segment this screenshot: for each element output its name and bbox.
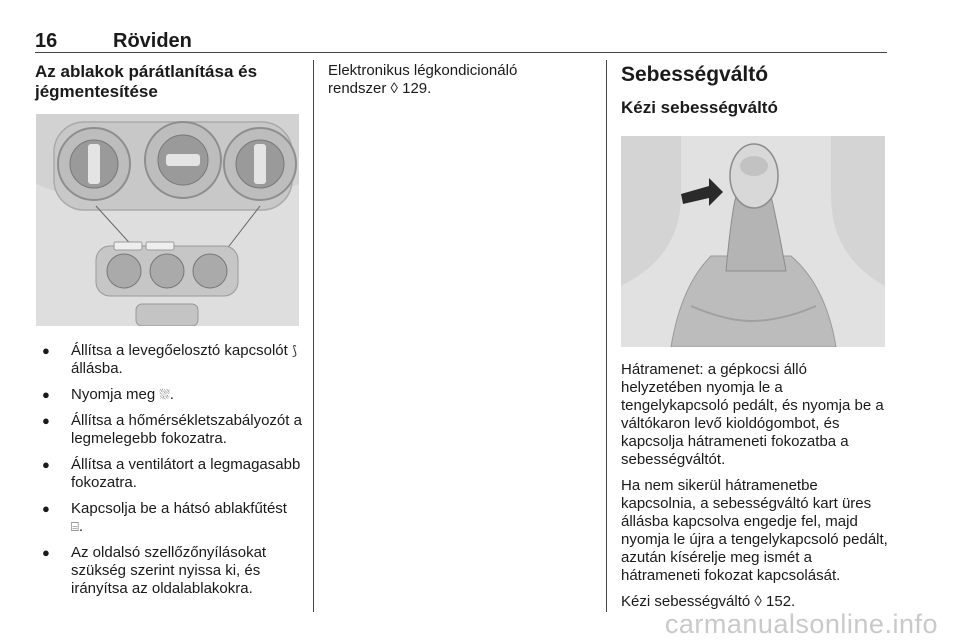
reverse-gear-paragraph: Hátramenet: a gépkocsi álló helyzetében nyomja le a tengelykapcsoló pedált, és nyomja be a váltókaron levő kioldógombot, és kapcsolja hátrameneti fokozatba a sebességváltót. <box>621 361 884 468</box>
list-item: ● Állítsa a ventilátort a legmagasabb fokozatra. <box>42 456 301 491</box>
defrost-steps <box>35 342 303 598</box>
ac-ref-page[interactable]: 129. <box>402 80 432 97</box>
list-item: ● Állítsa a hőmérsékletszabályozót a legmelegebb fokozatra. <box>42 412 302 447</box>
page-ref-arrow-icon: ◊ <box>390 80 398 97</box>
climate-control-illustration <box>36 114 299 326</box>
watermark: carmanualsonline.info <box>664 609 938 639</box>
column-divider-2 <box>606 60 607 612</box>
list-item: ● Kapcsolja be a hátsó ablakfűtést ⌸. <box>42 500 287 535</box>
right-column <box>621 62 889 611</box>
rear-window-heater-icon: ⌸ <box>71 519 79 534</box>
list-item: ● Az oldalsó szellőzőnyílásokat szükség szerint nyissa ki, és irányítsa az oldalablakokra. <box>42 544 267 597</box>
list-item: ● Állítsa a levegőelosztó kapcsolót ⟆ állásba. <box>42 342 298 377</box>
header-divider <box>35 52 887 53</box>
gearbox-reference: Kézi sebességváltó ◊ 152. <box>621 593 796 610</box>
left-column <box>35 62 303 606</box>
defrost-heading: Az ablakok párátlanítása és jégmentesítése <box>35 62 258 101</box>
windscreen-defrost-icon: ⛆ <box>159 387 170 402</box>
gear-lever-illustration <box>621 136 885 347</box>
defrost-airflow-icon: ⟆ <box>291 343 298 358</box>
page-ref-arrow-icon: ◊ <box>754 593 762 610</box>
manual-gearbox-subtitle: Kézi sebességváltó <box>621 98 778 117</box>
page-header <box>35 30 887 52</box>
page-number: 16 <box>35 30 58 52</box>
reverse-retry-paragraph: Ha nem sikerül hátramenetbe kapcsolnia, a sebességváltó kart üres állásba kapcsolva engedje fel, majd nyomja le újra a tengelykapcsoló pedált, azután kísérelje meg ismét a hátrameneti fokozat kapcsolását. <box>621 477 888 584</box>
section-title: Röviden <box>113 30 192 52</box>
ac-reference: Elektronikus légkondicionáló rendszer ◊ 129. <box>328 62 518 97</box>
column-divider-1 <box>313 60 314 612</box>
gearbox-ref-page[interactable]: 152. <box>766 593 796 610</box>
list-item: ● Nyomja meg ⛆. <box>42 386 174 403</box>
gearbox-title: Sebességváltó <box>621 63 769 86</box>
middle-column <box>328 62 593 98</box>
